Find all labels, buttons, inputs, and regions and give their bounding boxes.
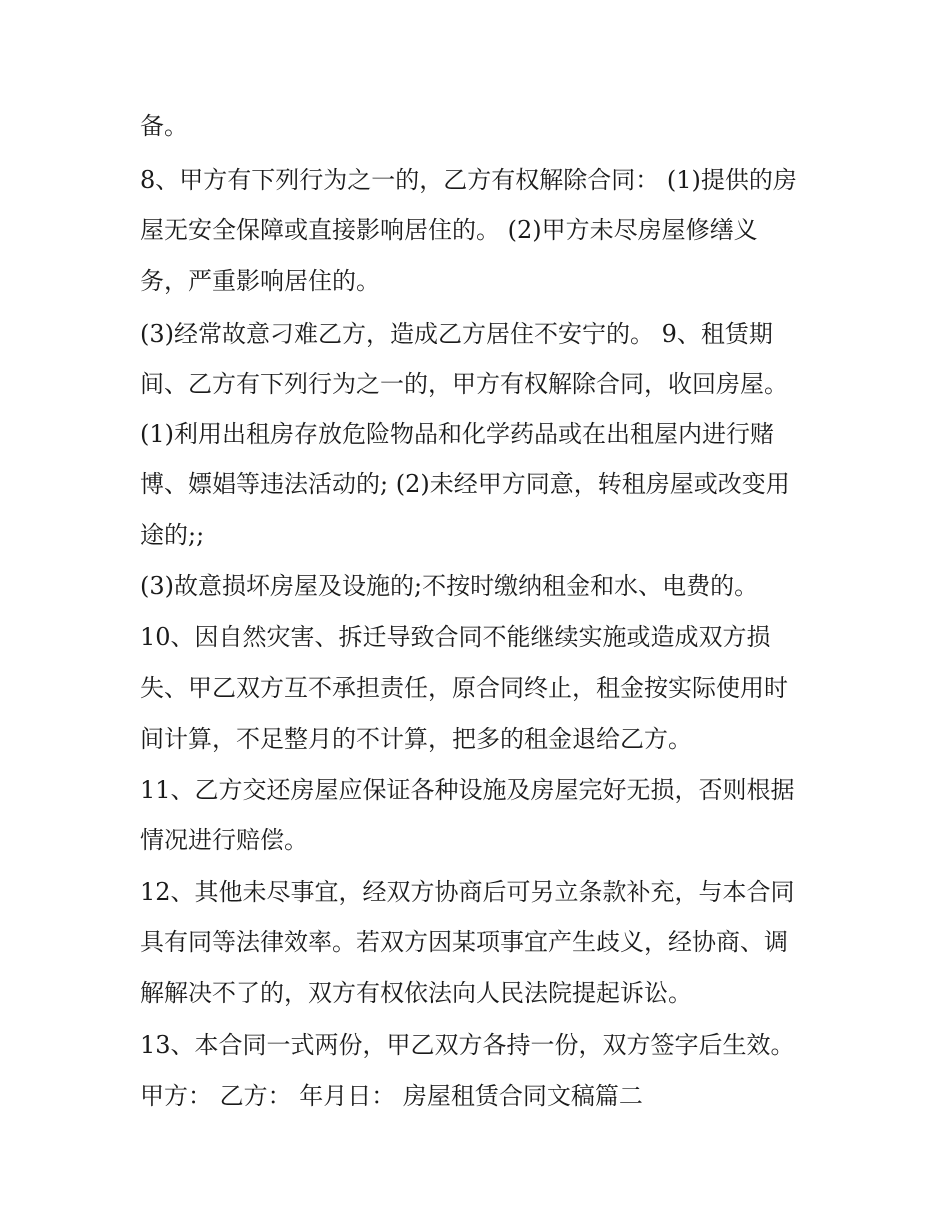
text-line: 13、本合同一式两份，甲乙双方各持一份，双方签字后生效。 — [140, 1031, 795, 1059]
text-line: 博、嫖娼等违法活动的; (2)未经甲方同意，转租房屋或改变用 — [140, 470, 790, 498]
text-line: 甲方： 乙方： 年月日： 房屋租赁合同文稿篇二 — [140, 1082, 643, 1110]
text-line: 间计算，不足整月的不计算，把多的租金退给乙方。 — [140, 725, 692, 753]
text-line: 10、因自然灾害、拆迁导致合同不能继续实施或造成双方损 — [140, 623, 771, 651]
text-line: (3)故意损坏房屋及设施的;不按时缴纳租金和水、电费的。 — [140, 572, 759, 600]
text-line: 途的;; — [140, 521, 205, 549]
text-line: 具有同等法律效率。若双方因某项事宜产生歧义，经协商、调 — [140, 928, 788, 956]
text-line: (3)经常故意刁难乙方，造成乙方居住不安宁的。 9、租赁期 — [140, 320, 773, 348]
text-line: 间、乙方有下列行为之一的，甲方有权解除合同，收回房屋。 — [140, 370, 788, 398]
text-line: 备。 — [140, 112, 188, 140]
text-line: 情况进行赔偿。 — [140, 826, 308, 854]
text-line: 11、乙方交还房屋应保证各种设施及房屋完好无损，否则根据 — [140, 776, 795, 804]
text-line: 屋无安全保障或直接影响居住的。 (2)甲方未尽房屋修缮义 — [140, 216, 758, 244]
text-line: 解解决不了的，双方有权依法向人民法院提起诉讼。 — [140, 979, 692, 1007]
text-line: 失、甲乙双方互不承担责任，原合同终止，租金按实际使用时 — [140, 674, 788, 702]
text-line: 务，严重影响居住的。 — [140, 267, 380, 295]
text-line: 8、甲方有下列行为之一的，乙方有权解除合同： (1)提供的房 — [140, 166, 797, 194]
text-line: (1)利用出租房存放危险物品和化学药品或在出租屋内进行赌 — [140, 420, 774, 448]
text-line: 12、其他未尽事宜，经双方协商后可另立条款补充，与本合同 — [140, 878, 795, 906]
